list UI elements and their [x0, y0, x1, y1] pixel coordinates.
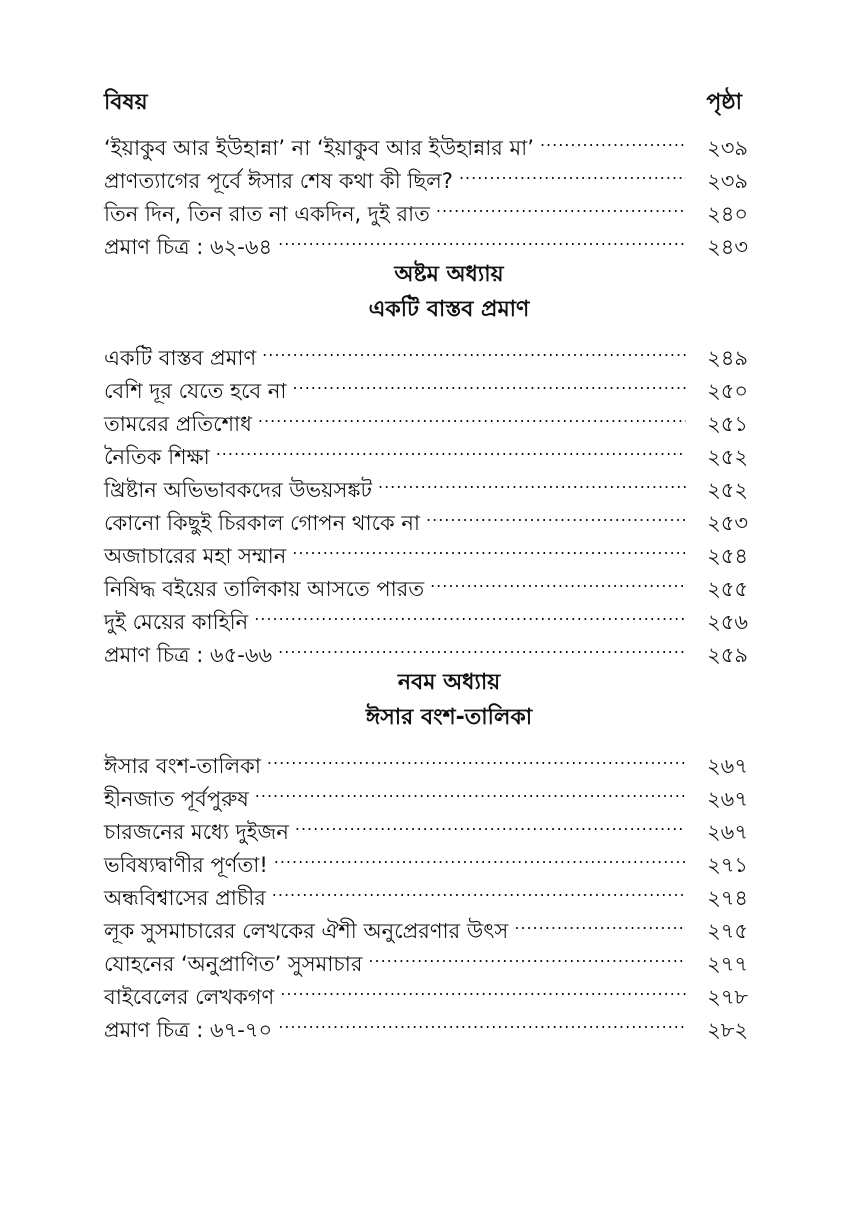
toc-entry[interactable] — [104, 332, 754, 370]
dot-leader — [292, 530, 686, 563]
dot-leader — [216, 431, 686, 464]
toc-entry-page: ২৬৭ — [707, 787, 748, 811]
toc-entry-page: ২৪৩ — [707, 235, 748, 259]
chapter-subtitle: ঈসার বংশ-তালিকা — [365, 705, 533, 730]
toc-entry-page: ২৩৯ — [707, 169, 748, 193]
page-heading: পৃষ্ঠা — [706, 90, 742, 115]
dot-leader — [254, 596, 686, 629]
section-pre-chapter — [104, 122, 754, 259]
dot-leader — [295, 806, 686, 839]
chapter-heading: অষ্টম অধ্যায় — [394, 262, 504, 287]
toc-header — [104, 88, 754, 122]
toc-entry-title: ভবিষ্যদ্বাণীর পূর্ণতা! — [104, 853, 268, 877]
dot-leader — [258, 398, 686, 431]
toc-entry-page: ২৫১ — [707, 412, 748, 436]
toc-entry-page: ২৬৭ — [707, 754, 748, 778]
toc-entry-page: ২৫২ — [707, 445, 748, 469]
toc-entry-title: প্রাণত্যাগের পূর্বে ঈসার শেষ কথা কী ছিল? — [104, 169, 453, 193]
dot-leader — [378, 464, 686, 497]
toc-entry-title: প্রমাণ চিত্র : ৬৫-৬৬ — [104, 643, 273, 667]
dot-leader — [540, 122, 686, 155]
toc-entry[interactable] — [104, 122, 754, 160]
toc-entry-title: প্রমাণ চিত্র : ৬৭-৭০ — [104, 1018, 273, 1042]
toc-entry-page: ২৭৪ — [707, 886, 748, 910]
toc-entry-page: ২৫৩ — [707, 511, 748, 535]
toc-entry-page: ২৭৮ — [707, 985, 748, 1009]
dot-leader — [278, 221, 686, 254]
toc-entry-title: একটি বাস্তব প্রমাণ — [104, 346, 257, 370]
dot-leader — [280, 971, 686, 1004]
toc-entry-page: ২৪৯ — [707, 346, 748, 370]
dot-leader — [262, 332, 686, 365]
dot-leader — [426, 497, 686, 530]
toc-entry-title: তিন দিন, তিন রাত না একদিন, দুই রাত — [104, 202, 430, 226]
toc-entry[interactable] — [104, 740, 754, 778]
toc-entry-title: নৈতিক শিক্ষা — [104, 445, 210, 469]
toc-entry-page: ২৬৭ — [707, 820, 748, 844]
dot-leader — [267, 740, 686, 773]
toc-entry-page: ২৪০ — [707, 202, 748, 226]
toc-entry-title: বেশি দূর যেতে হবে না — [104, 379, 287, 403]
toc-entry-title: বাইবেলের লেখকগণ — [104, 985, 275, 1009]
toc-entry-title: কোনো কিছুই চিরকাল গোপন থাকে না — [104, 511, 421, 535]
dot-leader — [272, 872, 686, 905]
dot-leader — [278, 1004, 686, 1037]
toc-entry-title: অন্ধবিশ্বাসের প্রাচীর — [104, 886, 266, 910]
toc-entry-page: ২৫২ — [707, 478, 748, 502]
toc-entry-title: ‘ইয়াকুব আর ইউহান্না’ না ‘ইয়াকুব আর ইউহান্নার মা’ — [104, 136, 534, 160]
toc-entry-page: ২৫৪ — [707, 544, 748, 568]
toc-entry-title: নিষিদ্ধ বইয়ের তালিকায় আসতে পারত — [104, 577, 425, 601]
toc-entry-page: ২৭১ — [707, 853, 748, 877]
toc-entry-title: যোহনের ‘অনুপ্রাণিত’ সুসমাচার — [104, 952, 363, 976]
dot-leader — [430, 563, 686, 596]
toc-entry-page: ২৫৫ — [707, 577, 748, 601]
toc-entry-title: দুই মেয়ের কাহিনি — [104, 610, 249, 634]
chapter-8-entries — [104, 332, 754, 667]
toc-entry-title: চারজনের মধ্যে দুইজন — [104, 820, 289, 844]
dot-leader — [255, 773, 686, 806]
toc-entry-page: ২৮২ — [707, 1018, 748, 1042]
toc-entry-page: ২৫০ — [707, 379, 748, 403]
dot-leader — [274, 839, 686, 872]
toc-entry-page: ২৫৯ — [707, 643, 748, 667]
chapter-heading: নবম অধ্যায় — [397, 670, 501, 695]
subject-heading: বিষয় — [104, 90, 148, 115]
toc-entry-title: ঈসার বংশ-তালিকা — [104, 754, 261, 778]
dot-leader — [368, 938, 686, 971]
chapter-subtitle: একটি বাস্তব প্রমাণ — [368, 297, 530, 322]
toc-entry-title: হীনজাত পূর্বপুরুষ — [104, 787, 249, 811]
dot-leader — [436, 188, 686, 221]
dot-leader — [293, 365, 686, 398]
chapter-9-entries — [104, 740, 754, 1042]
toc-entry-page: ২৩৯ — [707, 136, 748, 160]
toc-entry-page: ২৭৫ — [707, 919, 748, 943]
dot-leader — [459, 155, 686, 188]
toc-entry-title: অজাচারের মহা সম্মান — [104, 544, 287, 568]
toc-entry-title: খ্রিষ্টান অভিভাবকদের উভয়সঙ্কট — [104, 478, 372, 502]
dot-leader — [278, 629, 686, 662]
toc-entry-title: প্রমাণ চিত্র : ৬২-৬৪ — [104, 235, 273, 259]
toc-entry-title: লূক সুসমাচারের লেখকের ঐশী অনুপ্রেরণার উৎস — [104, 919, 509, 943]
toc-entry-page: ২৫৬ — [707, 610, 748, 634]
toc-entry-page: ২৭৭ — [707, 952, 748, 976]
toc-entry-title: তামরের প্রতিশোধ — [104, 412, 252, 436]
dot-leader — [514, 905, 686, 938]
toc-page — [104, 88, 754, 1042]
